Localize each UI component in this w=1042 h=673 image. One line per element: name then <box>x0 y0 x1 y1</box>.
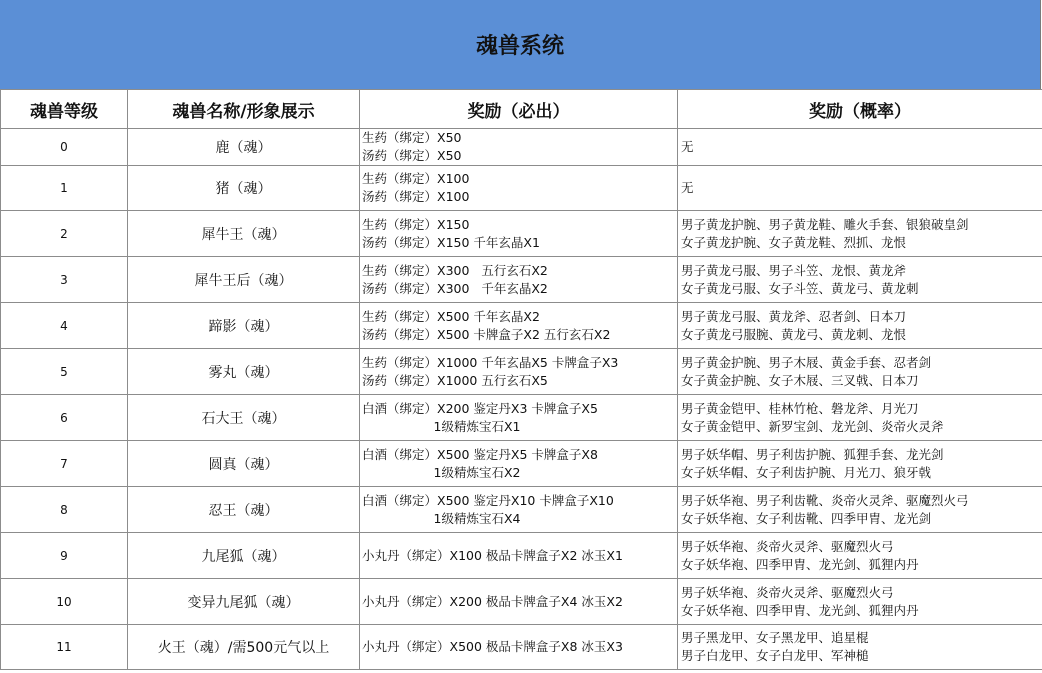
prob-reward-line: 男子白龙甲、女子白龙甲、军神槌 <box>681 648 869 663</box>
table-row <box>1 303 1042 349</box>
cell-beast-name: 犀牛王（魂） <box>128 211 360 257</box>
cell-beast-name: 犀牛王后（魂） <box>128 257 360 303</box>
cell-prob-reward <box>678 441 1042 487</box>
cell-level: 1 <box>1 166 128 211</box>
cell-fixed-reward <box>360 211 678 257</box>
cell-level: 9 <box>1 533 128 579</box>
fixed-reward-line: 生药（绑定）X50 <box>362 130 462 145</box>
cell-beast-name: 九尾狐（魂） <box>128 533 360 579</box>
fixed-reward-line: 生药（绑定）X300 五行玄石X2 <box>362 262 548 278</box>
fixed-reward-line: 1级精炼宝石X1 <box>362 418 521 434</box>
cell-fixed-reward <box>360 579 678 625</box>
cell-fixed-reward <box>360 533 678 579</box>
col-header-prob-reward: 奖励（概率） <box>678 90 1042 129</box>
cell-level: 0 <box>1 129 128 166</box>
cell-fixed-reward <box>360 257 678 303</box>
cell-prob-reward <box>678 257 1042 303</box>
table-row <box>1 441 1042 487</box>
fixed-reward-line: 汤药（绑定）X50 <box>362 148 462 163</box>
prob-reward-line: 女子黄金铠甲、新罗宝剑、龙光剑、炎帝火灵斧 <box>681 418 944 434</box>
prob-reward-line: 男子黄龙护腕、男子黄龙鞋、雕火手套、银狼破皇剑 <box>681 216 969 232</box>
prob-reward-line: 女子黄金护腕、女子木屐、三叉戟、日本刀 <box>681 372 919 388</box>
table-row <box>1 625 1042 670</box>
prob-reward-line: 女子黄龙护腕、女子黄龙鞋、烈抓、龙恨 <box>681 234 907 250</box>
fixed-reward-line: 生药（绑定）X100 <box>362 171 470 186</box>
cell-beast-name: 变异九尾狐（魂） <box>128 579 360 625</box>
fixed-reward-line: 白酒（绑定）X500 鉴定丹X10 卡牌盒子X10 <box>362 492 614 508</box>
prob-reward-line: 女子黄龙弓服腕、黄龙弓、黄龙刺、龙恨 <box>681 326 907 342</box>
table-row <box>1 579 1042 625</box>
cell-level: 10 <box>1 579 128 625</box>
fixed-reward-line: 汤药（绑定）X150 千年玄晶X1 <box>362 234 540 250</box>
col-header-name: 魂兽名称/形象展示 <box>128 90 360 129</box>
prob-reward-line: 男子黄金护腕、男子木屐、黄金手套、忍者剑 <box>681 354 932 370</box>
table-row <box>1 211 1042 257</box>
cell-prob-reward <box>678 349 1042 395</box>
cell-fixed-reward <box>360 487 678 533</box>
fixed-reward-line: 小丸丹（绑定）X100 极品卡牌盒子X2 冰玉X1 <box>362 547 623 563</box>
cell-level: 6 <box>1 395 128 441</box>
cell-fixed-reward <box>360 129 678 166</box>
prob-reward-line: 男子妖华帽、男子利齿护腕、狐狸手套、龙光剑 <box>681 446 944 462</box>
cell-prob-reward <box>678 395 1042 441</box>
table-row <box>1 533 1042 579</box>
cell-level: 5 <box>1 349 128 395</box>
prob-reward-line: 女子妖华袍、四季甲胄、龙光剑、狐狸内丹 <box>681 556 919 572</box>
cell-level: 4 <box>1 303 128 349</box>
cell-prob-reward <box>678 129 1042 166</box>
cell-prob-reward <box>678 625 1042 670</box>
cell-fixed-reward <box>360 625 678 670</box>
reward-table <box>0 89 1042 670</box>
cell-level: 2 <box>1 211 128 257</box>
cell-prob-reward <box>678 487 1042 533</box>
table-row <box>1 129 1042 166</box>
prob-reward-line: 女子妖华袍、女子利齿靴、四季甲胄、龙光剑 <box>681 510 932 526</box>
cell-beast-name: 忍王（魂） <box>128 487 360 533</box>
prob-reward-line: 男子黄龙弓服、男子斗笠、龙恨、黄龙斧 <box>681 262 907 278</box>
col-header-fixed-reward: 奖励（必出） <box>360 90 678 129</box>
cell-beast-name: 火王（魂）/需500元气以上 <box>128 625 360 670</box>
table-row <box>1 487 1042 533</box>
prob-reward-line: 无 <box>681 139 694 154</box>
cell-fixed-reward <box>360 349 678 395</box>
cell-prob-reward <box>678 579 1042 625</box>
fixed-reward-line: 小丸丹（绑定）X500 极品卡牌盒子X8 冰玉X3 <box>362 639 623 654</box>
prob-reward-line: 男子妖华袍、炎帝火灵斧、驱魔烈火弓 <box>681 538 894 554</box>
cell-level: 7 <box>1 441 128 487</box>
prob-reward-line: 女子妖华帽、女子利齿护腕、月光刀、狼牙戟 <box>681 464 932 480</box>
prob-reward-line: 女子黄龙弓服、女子斗笠、黄龙弓、黄龙刺 <box>681 280 919 296</box>
cell-level: 8 <box>1 487 128 533</box>
fixed-reward-line: 1级精炼宝石X4 <box>362 510 521 526</box>
fixed-reward-line: 白酒（绑定）X500 鉴定丹X5 卡牌盒子X8 <box>362 446 598 462</box>
cell-prob-reward <box>678 211 1042 257</box>
cell-beast-name: 鹿（魂） <box>128 129 360 166</box>
fixed-reward-line: 汤药（绑定）X1000 五行玄石X5 <box>362 372 548 388</box>
cell-beast-name: 石大王（魂） <box>128 395 360 441</box>
cell-fixed-reward <box>360 395 678 441</box>
cell-beast-name: 雾丸（魂） <box>128 349 360 395</box>
cell-level: 3 <box>1 257 128 303</box>
table-row <box>1 349 1042 395</box>
fixed-reward-line: 小丸丹（绑定）X200 极品卡牌盒子X4 冰玉X2 <box>362 593 623 609</box>
fixed-reward-line: 生药（绑定）X500 千年玄晶X2 <box>362 308 540 324</box>
fixed-reward-line: 生药（绑定）X150 <box>362 216 470 232</box>
prob-reward-line: 男子妖华袍、炎帝火灵斧、驱魔烈火弓 <box>681 584 894 600</box>
cell-prob-reward <box>678 166 1042 211</box>
col-header-level: 魂兽等级 <box>1 90 128 129</box>
prob-reward-line: 男子黄金铠甲、桂林竹枪、磐龙斧、月光刀 <box>681 400 919 416</box>
header-row <box>1 90 1042 129</box>
table-row <box>1 166 1042 211</box>
fixed-reward-line: 白酒（绑定）X200 鉴定丹X3 卡牌盒子X5 <box>362 400 598 416</box>
fixed-reward-line: 1级精炼宝石X2 <box>362 464 521 480</box>
prob-reward-line: 女子妖华袍、四季甲胄、龙光剑、狐狸内丹 <box>681 602 919 618</box>
fixed-reward-line: 汤药（绑定）X300 千年玄晶X2 <box>362 280 548 296</box>
prob-reward-line: 男子妖华袍、男子利齿靴、炎帝火灵斧、驱魔烈火弓 <box>681 492 969 508</box>
prob-reward-line: 无 <box>681 180 694 195</box>
cell-prob-reward <box>678 303 1042 349</box>
fixed-reward-line: 汤药（绑定）X100 <box>362 189 470 204</box>
prob-reward-line: 男子黑龙甲、女子黑龙甲、追星棍 <box>681 630 869 645</box>
prob-reward-line: 男子黄龙弓服、黄龙斧、忍者剑、日本刀 <box>681 308 907 324</box>
fixed-reward-line: 生药（绑定）X1000 千年玄晶X5 卡牌盒子X3 <box>362 354 619 370</box>
cell-fixed-reward <box>360 166 678 211</box>
table-row <box>1 395 1042 441</box>
cell-prob-reward <box>678 533 1042 579</box>
cell-beast-name: 猪（魂） <box>128 166 360 211</box>
cell-level: 11 <box>1 625 128 670</box>
sheet-title: 魂兽系统 <box>0 0 1041 89</box>
cell-fixed-reward <box>360 441 678 487</box>
table-row <box>1 257 1042 303</box>
cell-beast-name: 蹄影（魂） <box>128 303 360 349</box>
fixed-reward-line: 汤药（绑定）X500 卡牌盒子X2 五行玄石X2 <box>362 326 611 342</box>
cell-beast-name: 圆真（魂） <box>128 441 360 487</box>
cell-fixed-reward <box>360 303 678 349</box>
